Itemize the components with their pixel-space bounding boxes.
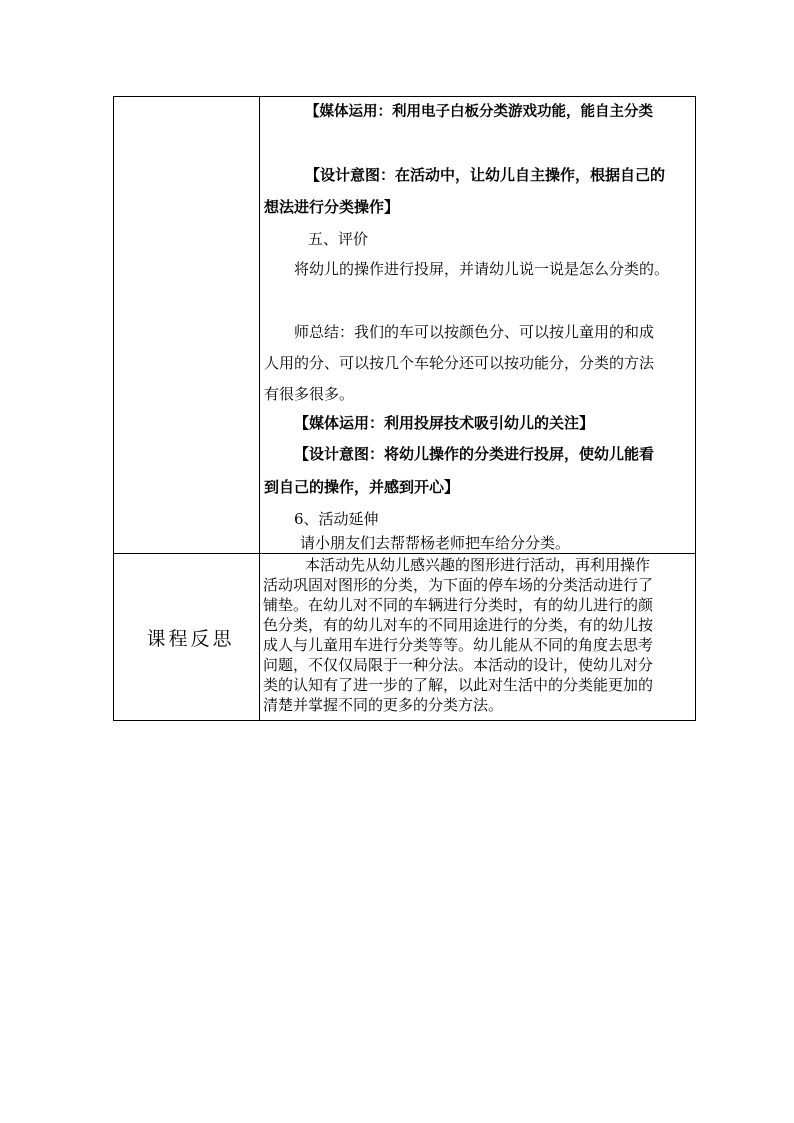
teacher-summary-line-3: 有很多很多。 [264,385,355,403]
reflection-line-6: 问题，不仅仅局限于一种分法。本活动的设计，使幼儿对分 [263,656,654,674]
design-intent-note-1-line-2: 想法进行分类操作】 [264,198,400,216]
activity-row [114,97,696,554]
section-heading-extension: 6、活动延伸 [294,510,379,528]
media-usage-note-2: 【媒体运用：利用投屏技术吸引幼儿的关注】 [294,414,595,432]
section-heading-evaluation: 五、评价 [308,230,369,248]
activity-label-cell [114,97,260,554]
media-usage-note-1: 【媒体运用：利用电子白板分类游戏功能，能自主分类 [305,103,653,120]
reflection-line-8: 清楚并掌握不同的更多的分类方法。 [263,696,504,714]
reflection-line-1: 本活动先从幼儿感兴趣的图形进行活动，再利用操作 [305,556,651,574]
design-intent-note-2-line-2: 到自己的操作，并感到开心】 [264,478,460,496]
evaluation-paragraph: 将幼儿的操作进行投屏，并请幼儿说一说是怎么分类的。 [294,260,670,278]
reflection-line-4: 色分类，有的幼儿对车的不同用途进行的分类，有的幼儿按 [263,616,654,634]
design-intent-note-2-line-1: 【设计意图：将幼儿操作的分类进行投屏，使幼儿能看 [294,445,655,463]
reflection-content-cell [260,554,696,721]
teacher-summary-line-2: 人用的分、可以按几个车轮分还可以按功能分，分类的方法 [264,354,655,372]
lesson-plan-table [113,96,696,721]
reflection-line-3: 铺垫。在幼儿对不同的车辆进行分类时，有的幼儿进行的颜 [263,596,654,614]
reflection-label-cell [114,554,260,721]
teacher-summary-line-1: 师总结：我们的车可以按颜色分、可以按儿童用的和成 [294,323,655,341]
reflection-row [114,554,696,721]
reflection-line-5: 成人与儿童用车进行分类等等。幼儿能从不同的角度去思考 [263,636,654,654]
design-intent-note-1-line-1: 【设计意图：在活动中，让幼儿自主操作，根据自己的 [305,166,666,184]
extension-paragraph: 请小朋友们去帮帮杨老师把车给分分类。 [300,534,571,552]
activity-content-cell [260,97,696,554]
reflection-line-7: 类的认知有了进一步的了解，以此对生活中的分类能更加的 [263,676,654,694]
reflection-label: 课程反思 [146,627,235,650]
reflection-line-2: 活动巩固对图形的分类，为下面的停车场的分类活动进行了 [263,576,654,594]
